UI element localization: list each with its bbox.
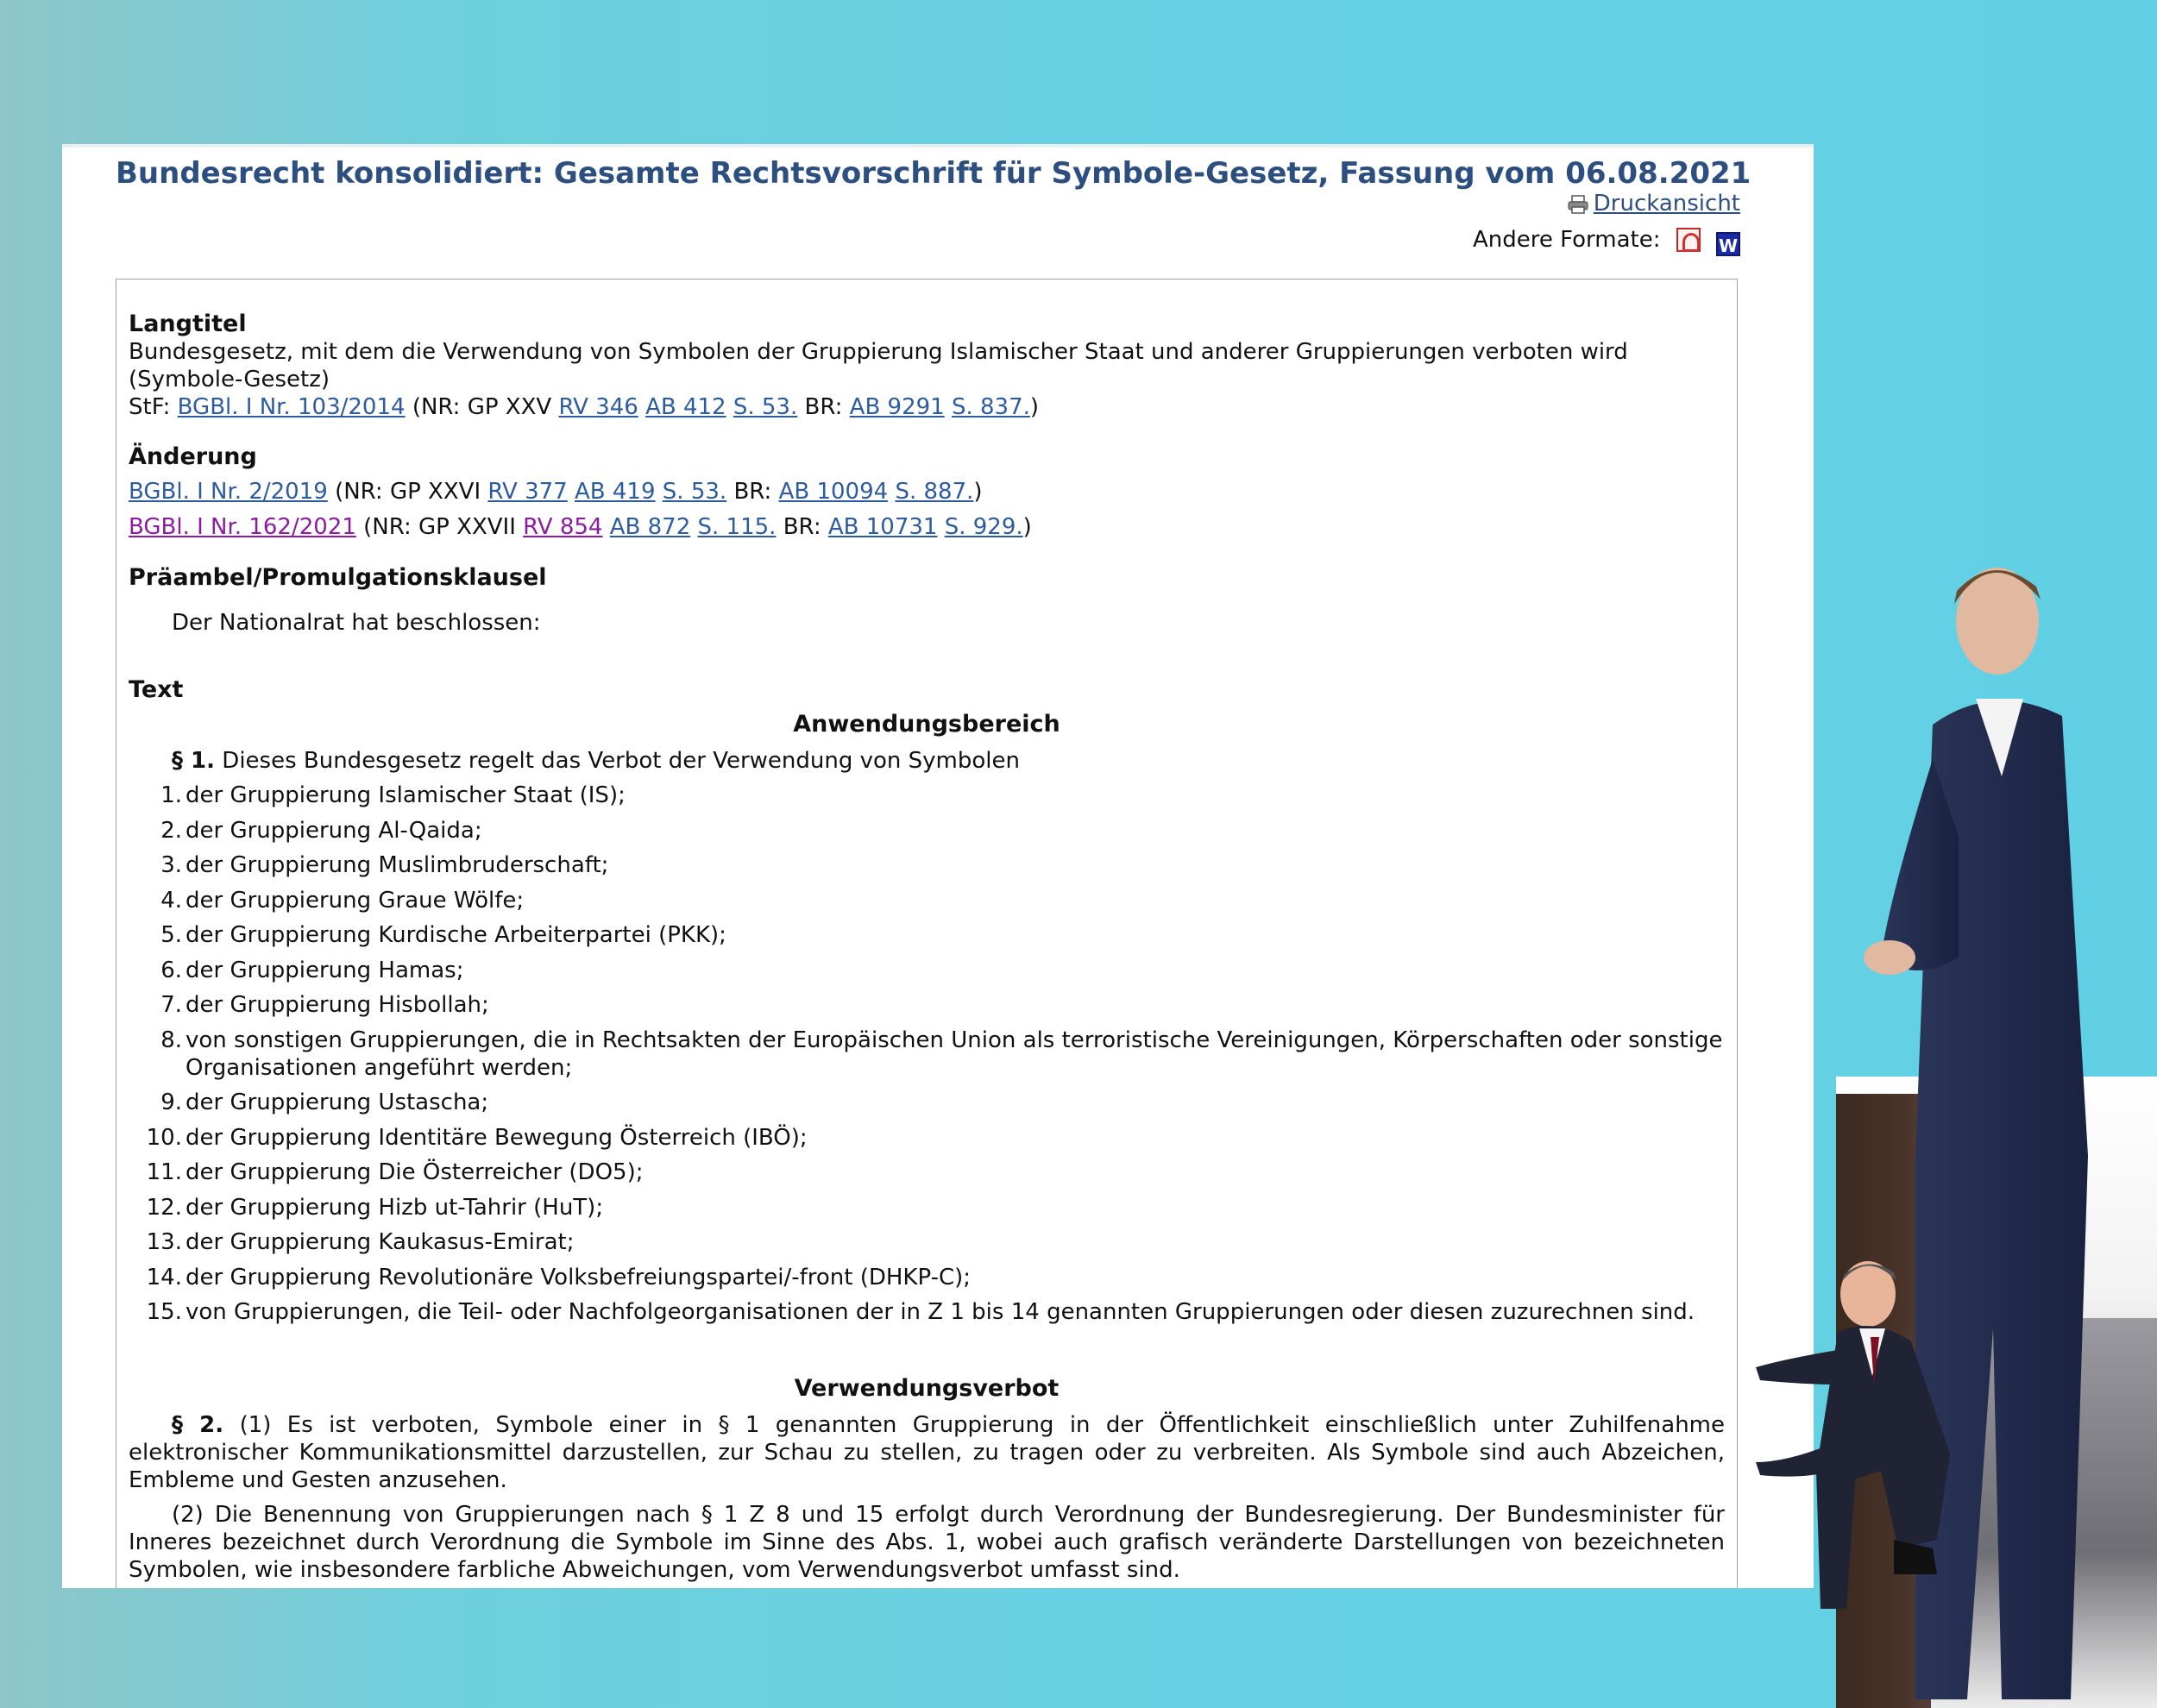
list-item-text: der Gruppierung Identitäre Bewegung Österreich (IBÖ); [186,1124,808,1151]
aenderung-close: ) [1022,514,1032,540]
aenderung-row [129,478,1725,505]
list-item-text: der Gruppierung Hisbollah; [186,992,489,1018]
list-item-text: der Gruppierung Hamas; [186,957,464,983]
list-item-number: 12. [146,1194,182,1221]
paragraph-2-abs2: (2) Die Benennung von Gruppierungen nach § 1 Z 8 und 15 erfolgt durch Verordnung der Bundesregierung. Der Bundesminister für Inneres bezeichnet durch Verordnung die Symbole im Sinne des Abs. 1, wobei auch grafisch veränderte Darstellungen von bezeichneten Symbolen, wie insbesondere farbliche Abweichungen, vom Verwendungsverbot umfasst sind. [129,1502,1725,1583]
list-item-number: 13. [146,1229,182,1255]
stf-bgbl-link[interactable]: BGBl. I Nr. 103/2014 [177,394,406,420]
stf-rv-link[interactable]: RV 346 [558,394,638,420]
aenderung-s2-link[interactable]: S. 929. [944,514,1023,540]
print-view-row [1568,191,1740,220]
group-list [129,782,1725,1326]
group-list-item [129,782,1725,809]
stf-close: ) [1029,394,1040,420]
group-list-item [129,1298,1725,1326]
group-list-item [129,921,1725,949]
group-list-item [129,1027,1725,1082]
paragraph-1 [129,747,1725,1334]
aenderung-br-text: BR: [733,479,772,505]
aenderung-ab2-link[interactable]: AB 10094 [778,479,889,505]
list-item-number: 3. [160,852,182,878]
verwendungsverbot-heading: Verwendungsverbot [794,1375,1060,1402]
langtitel-text: Bundesgesetz, mit dem die Verwendung von Symbolen der Gruppierung Islamischer Staat und anderer Gruppierungen verboten wird (Symbole-Gesetz) [129,339,1628,392]
group-list-item [129,817,1725,845]
aenderung-ab-link[interactable]: AB 419 [575,479,656,505]
text-heading-block [129,676,1725,704]
paragraph-1-intro-text: Dieses Bundesgesetz regelt das Verbot der Verwendung von Symbolen [222,748,1020,774]
list-item-number: 4. [160,887,182,914]
list-item-text: der Gruppierung Die Österreicher (DO5); [186,1159,644,1185]
list-item-text: der Gruppierung Hizb ut-Tahrir (HuT); [186,1194,604,1221]
group-list-item [129,1159,1725,1186]
printer-icon [1568,194,1588,220]
group-list-item [129,991,1725,1019]
aenderung-close: ) [973,479,983,505]
list-item-text: der Gruppierung Al-Qaida; [186,817,482,844]
aenderung-nr-text: (NR: GP XXVI [335,479,481,505]
anwendungsbereich-heading: Anwendungsbereich [793,711,1060,738]
crouching-man-photo [1751,1255,1993,1635]
aenderung-ab2-link[interactable]: AB 10731 [827,514,938,540]
aenderung-row [129,513,1725,541]
aenderung-s-link[interactable]: S. 115. [697,514,777,540]
group-list-item [129,1228,1725,1256]
paragraph-1-intro [129,747,1725,775]
aenderung-s2-link[interactable]: S. 887. [895,479,974,505]
page-title: Bundesrecht konsolidiert: Gesamte Rechtsvorschrift für Symbole-Gesetz, Fassung vom 06.08.2021 [116,156,1751,191]
list-item-number: 2. [160,817,182,844]
aenderung-bgbl-link[interactable]: BGBl. I Nr. 2/2019 [129,479,328,505]
aenderung-bgbl-link[interactable]: BGBl. I Nr. 162/2021 [129,514,356,540]
langtitel-heading: Langtitel [129,311,247,337]
law-text-box [116,279,1738,1588]
list-item-number: 5. [160,922,182,948]
paragraph-2-mark: § 2. [172,1412,224,1438]
stf-nr-text: (NR: GP XXV [412,394,552,420]
list-item-number: 8. [160,1027,182,1053]
document-page [62,144,1814,1588]
aenderung-nr-text: (NR: GP XXVII [363,514,516,540]
stf-ab-link[interactable]: AB 412 [645,394,726,420]
aenderung-rv-link[interactable]: RV 377 [487,479,568,505]
list-item-text: der Gruppierung Kaukasus-Emirat; [186,1229,575,1255]
list-item-text: der Gruppierung Ustascha; [186,1089,489,1115]
word-icon[interactable]: W [1716,232,1740,256]
group-list-item [129,957,1725,984]
aenderung-s-link[interactable]: S. 53. [662,479,727,505]
stf-br-text: BR: [804,394,843,420]
list-item-number: 11. [146,1159,182,1185]
aenderung-section [129,443,1725,541]
praeambel-text: Der Nationalrat hat beschlossen: [172,610,541,636]
aenderung-ab-link[interactable]: AB 872 [609,514,691,540]
other-formats-label: Andere Formate: [1472,227,1661,253]
paragraph-2-abs1-text: (1) Es ist verboten, Symbole einer in § 1 genannten Gruppierung in der Öffentlichkeit einschließlich unter Zuhilfenahme elektronischer Kommunikationsmittel darzustellen, zur Schau zu stellen, zu tragen oder zu verbreiten. Als Symbole sind auch Abzeichen, Embleme und Gesten anzusehen. [129,1412,1725,1493]
list-item-text: der Gruppierung Kurdische Arbeiterpartei (PKK); [186,922,726,948]
list-item-number: 10. [146,1124,182,1151]
aenderung-rv-link[interactable]: RV 854 [523,514,603,540]
group-list-item [129,1264,1725,1291]
paragraph-2 [129,1411,1725,1584]
list-item-text: der Gruppierung Graue Wölfe; [186,887,525,914]
list-item-number: 1. [160,782,182,808]
stf-s-link[interactable]: S. 53. [733,394,798,420]
stf-line [129,393,1725,421]
stf-label: StF: [129,394,171,420]
list-item-number: 9. [160,1089,182,1115]
list-item-text: der Gruppierung Muslimbruderschaft; [186,852,609,878]
list-item-text: der Gruppierung Islamischer Staat (IS); [186,782,626,808]
group-list-item [129,851,1725,879]
paragraph-1-mark: § 1. [172,748,216,774]
text-heading: Text [129,676,184,703]
list-item-number: 14. [146,1264,182,1290]
list-item-text: von sonstigen Gruppierungen, die in Rechtsakten der Europäischen Union als terroristische Vereinigungen, Körperschaften oder sonstige Organisationen angeführt werden; [186,1027,1723,1081]
list-item-number: 6. [160,957,182,983]
print-view-link[interactable]: Druckansicht [1593,191,1740,217]
group-list-item [129,1124,1725,1152]
stf-ab2-link[interactable]: AB 9291 [849,394,945,420]
group-list-item [129,1194,1725,1221]
list-item-number: 7. [160,992,182,1018]
other-formats-row [1473,227,1740,256]
group-list-item [129,887,1725,914]
stf-s2-link[interactable]: S. 837. [951,394,1030,420]
aenderung-heading: Änderung [129,443,257,470]
list-item-number: 15. [146,1299,182,1325]
aenderung-br-text: BR: [783,514,821,540]
pdf-icon[interactable] [1676,228,1701,252]
list-item-text: der Gruppierung Revolutionäre Volksbefreiungspartei/-front (DHKP-C); [186,1264,972,1290]
langtitel-section [129,311,1725,421]
praeambel-heading: Präambel/Promulgationsklausel [129,564,547,591]
group-list-item [129,1089,1725,1116]
paragraph-2-abs1 [129,1411,1725,1494]
praeambel-section [129,564,1725,637]
list-item-text: von Gruppierungen, die Teil- oder Nachfolgeorganisationen der in Z 1 bis 14 genannten Gruppierungen oder diesen zuzurechnen sind. [186,1299,1695,1325]
